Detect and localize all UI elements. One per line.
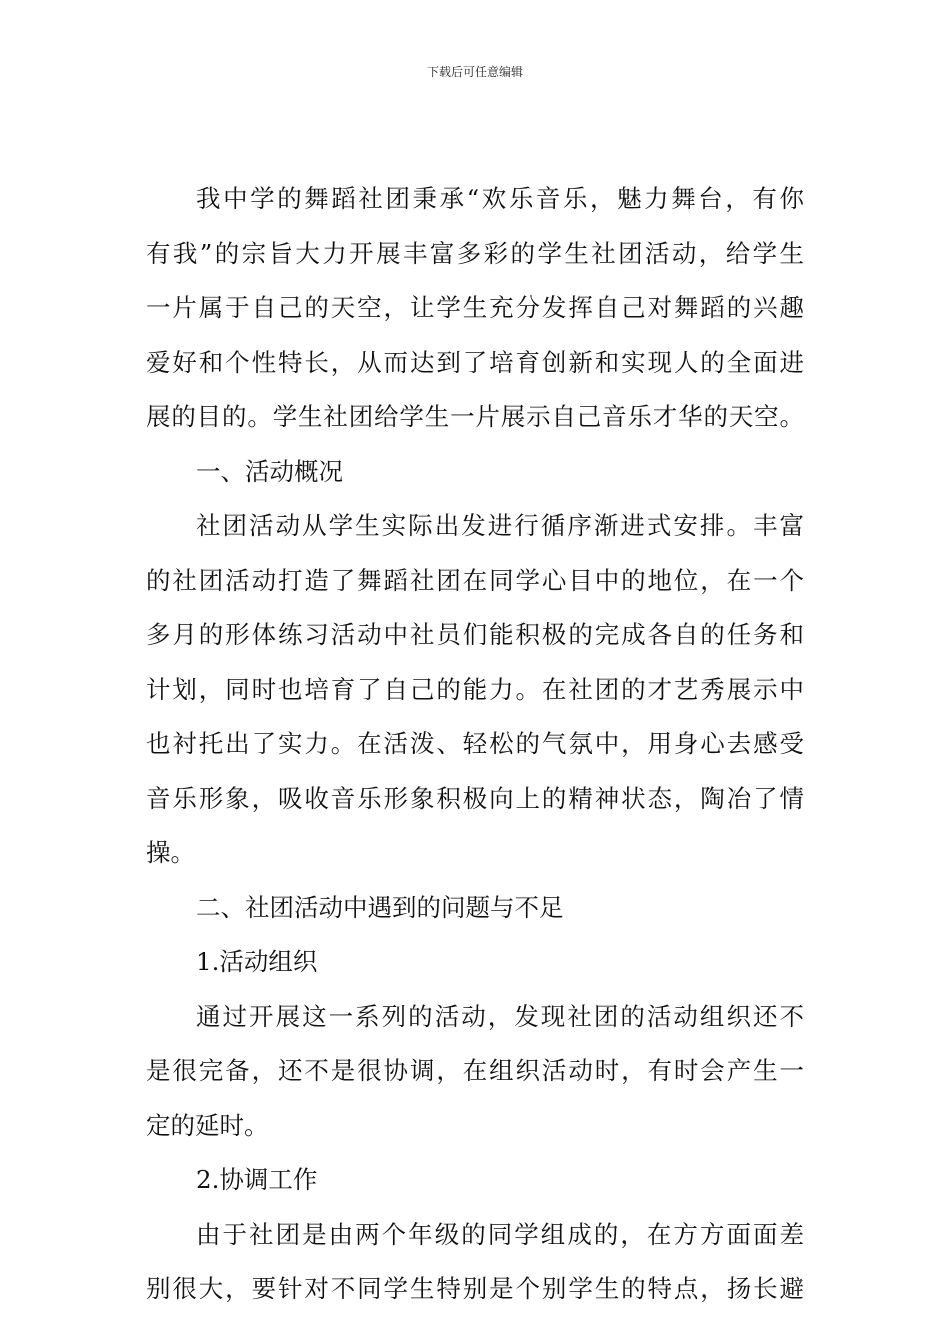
paragraph-line: 由于社团是由两个年级的同学组成的，在方方面面差 — [196, 1219, 804, 1249]
paragraph-line: 通过开展这一系列的活动，发现社团的活动组织还不 — [196, 1001, 804, 1031]
paragraph-line: 展的目的。学生社团给学生一片展示自己音乐才华的天空。 — [146, 402, 804, 431]
subsection-heading: 2.协调工作 — [196, 1165, 318, 1194]
document-body — [146, 172, 804, 1317]
paragraph-line: 多月的形体练习活动中社员们能积极的完成各自的任务和 — [146, 620, 804, 649]
section-heading: 一、活动概况 — [196, 456, 343, 486]
paragraph-line: 社团活动从学生实际出发进行循序渐进式安排。丰富 — [196, 511, 804, 540]
paragraph-line: 是很完备，还不是很协调，在组织活动时，有时会产生一 — [146, 1056, 804, 1085]
page-header-note: 下载后可任意编辑 — [426, 65, 523, 79]
paragraph-line: 一片属于自己的天空，让学生充分发挥自己对舞蹈的兴趣 — [146, 293, 804, 322]
paragraph-line: 爱好和个性特长，从而达到了培育创新和实现人的全面进 — [146, 347, 804, 377]
paragraph-line: 也衬托出了实力。在活泼、轻松的气氛中，用身心去感受 — [146, 729, 804, 758]
paragraph-line: 别很大，要针对不同学生特别是个别学生的特点，扬长避 — [146, 1274, 804, 1303]
paragraph-line: 定的延时。 — [146, 1110, 269, 1140]
paragraph-line: 音乐形象，吸收音乐形象积极向上的精神状态，陶冶了情 — [146, 783, 804, 813]
subsection-heading: 1.活动组织 — [196, 947, 318, 976]
paragraph-line: 有我”的宗旨大力开展丰富多彩的学生社团活动，给学生 — [146, 238, 804, 268]
paragraph-line: 计划，同时也培育了自己的能力。在社团的才艺秀展示中 — [146, 674, 804, 704]
paragraph-line: 我中学的舞蹈社团秉承“欢乐音乐，魅力舞台，有你 — [196, 184, 804, 213]
paragraph-line: 操。 — [146, 838, 195, 867]
paragraph-line: 的社团活动打造了舞蹈社团在同学心目中的地位，在一个 — [146, 565, 804, 595]
section-heading: 二、社团活动中遇到的问题与不足 — [196, 892, 564, 922]
